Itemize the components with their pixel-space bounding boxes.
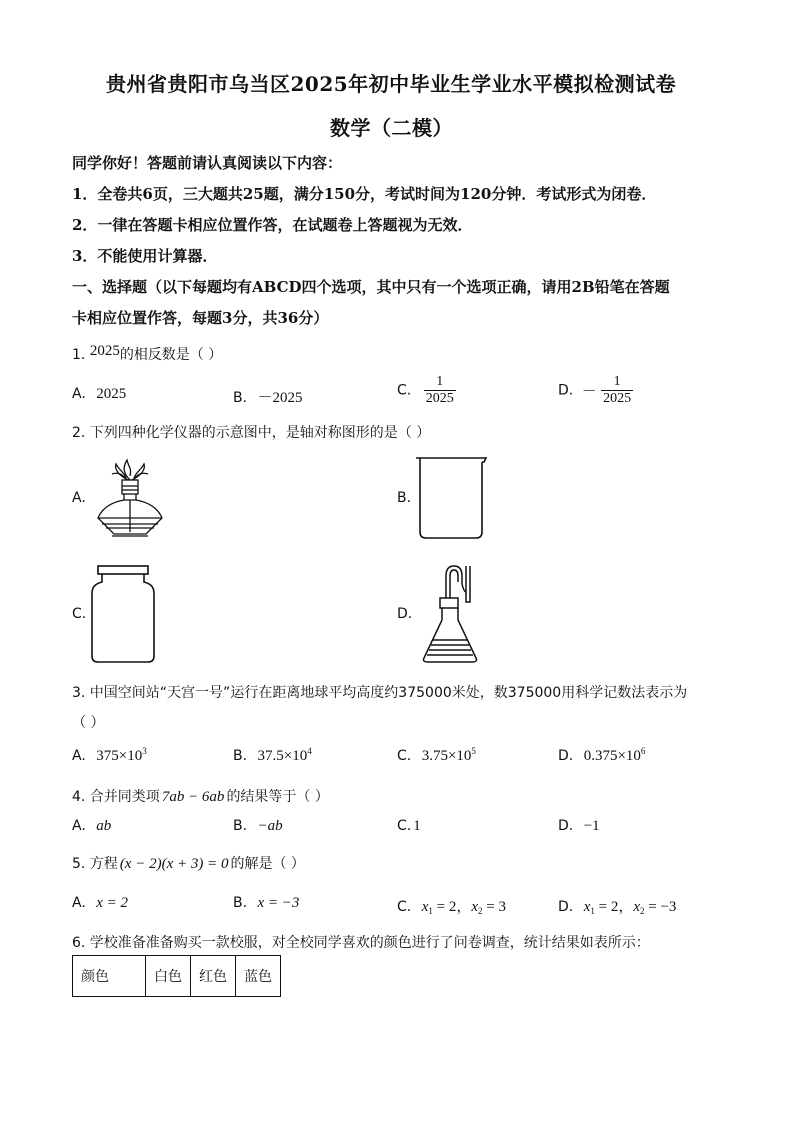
q3-option-b-exponent: 4 xyxy=(307,746,312,756)
q4-option-a-value: ab xyxy=(96,818,112,834)
q3-option-d-base: 0.375×10 xyxy=(583,748,641,764)
q3-option-b-label: B. xyxy=(233,748,248,764)
reagent-bottle-image xyxy=(90,564,156,664)
question-3-line-1: 3. 中国空间站“天宫一号”运行在距离地球平均高度约375000米处，数375000用科学记数法表示为 xyxy=(72,685,688,701)
instruction-item-2: 2．一律在答题卡相应位置作答，在试题卷上答题视为无效． xyxy=(72,216,473,234)
q3-option-a-value xyxy=(96,748,146,764)
q5-option-d-value xyxy=(584,899,677,915)
table-header-cell: 蓝色 xyxy=(236,956,281,997)
q2-option-c-label: C. xyxy=(72,606,87,622)
exam-subtitle: 数学（二模） xyxy=(330,116,453,140)
q4-option-c-value: 1 xyxy=(413,818,421,834)
var-x2: x xyxy=(471,899,479,915)
question-2: 2. 下列四种化学仪器的示意图中，是轴对称图形的是（ ） xyxy=(72,425,431,441)
section-heading-line-1: 一、选择题（以下每题均有ABCD四个选项，其中只有一个选项正确，请用2B铅笔在答题 xyxy=(72,278,670,296)
q5-option-a-value: x = 2 xyxy=(96,895,129,911)
q5-option-b xyxy=(233,895,299,912)
color-survey-table xyxy=(72,955,281,997)
q3-option-c-label: C. xyxy=(397,748,412,764)
alcohol-lamp-image xyxy=(94,456,166,542)
table-header-cell: 红色 xyxy=(191,956,236,997)
question-6: 6. 学校准备准备购买一款校服，对全校同学喜欢的颜色进行了问卷调查，统计结果如表所示： xyxy=(72,935,650,951)
question-5-prefix: 5. 方程 xyxy=(72,856,118,872)
q3-option-a-exponent: 3 xyxy=(142,746,147,756)
question-4-text: 的结果等于（ ） xyxy=(226,789,329,805)
beaker-image xyxy=(414,456,490,540)
exam-title: 贵州省贵阳市乌当区2025年初中毕业生学业水平模拟检测试卷 xyxy=(106,72,677,96)
q2-option-a-label: A. xyxy=(72,490,86,506)
question-4-expression: 7ab − 6ab xyxy=(161,789,225,805)
q4-option-b xyxy=(233,818,283,835)
value: = 2 xyxy=(594,899,619,915)
fraction-numerator: 1 xyxy=(613,374,621,389)
q4-option-a-label: A. xyxy=(72,818,86,834)
q3-option-c-base: 3.75×10 xyxy=(421,748,472,764)
table-header-cell: 白色 xyxy=(146,956,191,997)
q1-option-a-value: 2025 xyxy=(96,386,127,402)
instruction-item-1: 1．全卷共6页，三大题共25题，满分150分，考试时间为120分钟．考试形式为闭卷． xyxy=(72,185,657,203)
q1-option-d-label: D. xyxy=(558,382,574,399)
separator: ， xyxy=(456,899,472,915)
value: = −3 xyxy=(644,899,677,915)
q2-option-d-label: D. xyxy=(397,606,413,622)
q4-option-d-label: D. xyxy=(558,818,574,834)
q4-option-a xyxy=(72,818,111,835)
table-header-cell: 颜色 xyxy=(73,956,146,997)
fraction-denominator: 2025 xyxy=(603,391,632,406)
separator: ， xyxy=(618,899,634,915)
q1-option-b-value: －2025 xyxy=(257,390,303,406)
q3-option-c-value xyxy=(422,748,476,764)
fraction-denominator: 2025 xyxy=(425,391,454,406)
question-3-line-2: （ ） xyxy=(72,715,105,731)
q3-option-d-exponent: 6 xyxy=(640,746,646,756)
question-1-value: 2025 xyxy=(89,343,120,359)
q1-option-d-sign: － xyxy=(581,384,597,400)
question-5-text: 的解是（ ） xyxy=(230,856,305,872)
conical-flask-image xyxy=(420,562,480,664)
table-row xyxy=(73,956,281,997)
q1-option-c-label: C. xyxy=(397,382,412,399)
instruction-item-3: 3．不能使用计算器． xyxy=(72,247,218,265)
q1-option-b xyxy=(233,386,303,407)
subscript: 1 xyxy=(428,906,433,916)
q3-option-d-value xyxy=(584,748,646,764)
q4-option-b-value: −ab xyxy=(257,818,283,834)
question-1 xyxy=(72,344,222,364)
q3-option-d xyxy=(558,746,645,765)
q5-option-d xyxy=(558,895,676,916)
q5-option-c-label: C. xyxy=(397,899,412,915)
subscript: 2 xyxy=(478,906,483,916)
var-x2: x xyxy=(633,899,641,915)
q5-option-d-label: D. xyxy=(558,899,574,915)
question-4 xyxy=(72,786,329,806)
q3-option-a xyxy=(72,746,147,765)
q5-option-c-value xyxy=(422,899,506,915)
question-5 xyxy=(72,853,305,873)
q3-option-a-label: A. xyxy=(72,748,86,764)
q3-option-b-base: 37.5×10 xyxy=(257,748,308,764)
question-4-prefix: 4. 合并同类项 xyxy=(72,789,160,805)
q4-option-d-value: −1 xyxy=(583,818,600,834)
q3-option-b-value xyxy=(258,748,312,764)
q3-option-d-label: D. xyxy=(558,748,574,764)
q5-option-c xyxy=(397,895,506,916)
question-5-equation: (x − 2)(x + 3) = 0 xyxy=(119,856,229,872)
section-heading-line-2: 卡相应位置作答，每题3分，共36分） xyxy=(72,309,329,327)
q1-option-a xyxy=(72,386,126,403)
q3-option-b xyxy=(233,746,312,765)
q4-option-d xyxy=(558,818,600,835)
q1-option-d xyxy=(558,374,633,407)
subscript: 1 xyxy=(590,906,595,916)
subscript: 2 xyxy=(640,906,645,916)
value: = 3 xyxy=(482,899,506,915)
q3-option-c-exponent: 5 xyxy=(471,746,476,756)
fraction-numerator: 1 xyxy=(436,374,444,389)
var-x1: x xyxy=(583,899,591,915)
q1-option-b-label: B. xyxy=(233,390,248,406)
instructions-greeting: 同学你好！答题前请认真阅读以下内容： xyxy=(72,154,343,172)
q3-option-a-base: 375×10 xyxy=(96,748,143,764)
q4-option-c xyxy=(397,818,421,835)
q3-option-c xyxy=(397,746,476,765)
q2-option-b-label: B. xyxy=(397,490,412,506)
q5-option-a xyxy=(72,895,128,912)
q1-option-a-label: A. xyxy=(72,386,86,402)
question-1-number: 1. xyxy=(72,347,86,363)
question-1-text: 的相反数是（ ） xyxy=(119,347,223,363)
q5-option-b-label: B. xyxy=(233,895,248,911)
q5-option-a-label: A. xyxy=(72,895,86,911)
q1-option-d-fraction xyxy=(601,374,633,407)
q4-option-c-label: C. xyxy=(397,818,412,834)
q1-option-c xyxy=(397,374,456,407)
var-x1: x xyxy=(421,899,429,915)
q5-option-b-value: x = −3 xyxy=(257,895,300,911)
q4-option-b-label: B. xyxy=(233,818,248,834)
q1-option-c-fraction xyxy=(424,374,456,407)
value: = 2 xyxy=(432,899,457,915)
